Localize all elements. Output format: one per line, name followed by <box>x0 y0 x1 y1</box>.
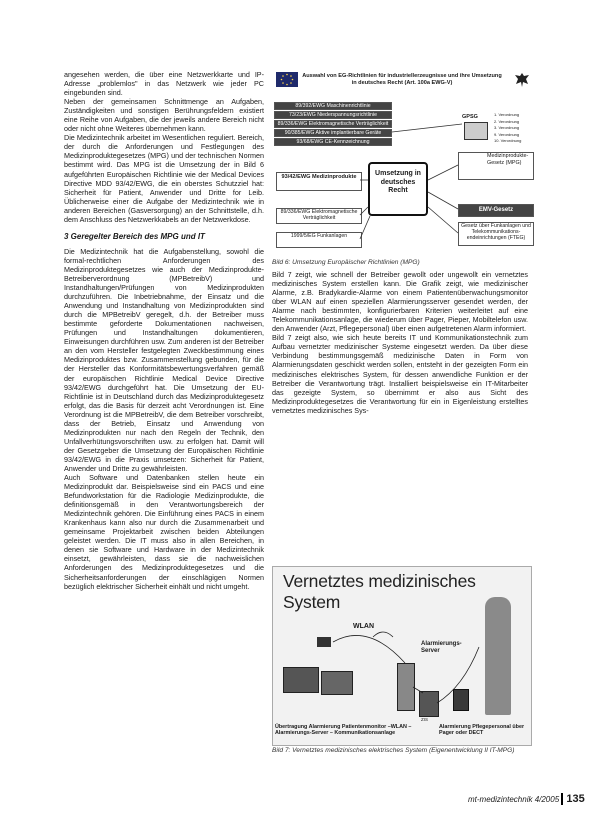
list-item: 3. Verordnung <box>494 125 520 130</box>
gpsg-group <box>462 112 532 152</box>
patient-monitor-icon <box>321 671 353 695</box>
server-label: Alarmierungs-Server <box>421 641 462 654</box>
fteg-box: Gesetz über Funkanlagen und Telekommunikations-endeinrichtungen (FTEG) <box>458 222 534 246</box>
list-item: 10. Verordnung <box>494 138 522 143</box>
emv-directive-box: 89/336/EWG Elektromagnetische Verträglichkeit <box>276 208 362 224</box>
access-point-icon <box>317 637 331 647</box>
gpsg-items <box>494 112 521 145</box>
page-number: 135 <box>561 793 584 805</box>
pager-icon <box>453 689 469 711</box>
telephone-system-icon <box>419 691 439 717</box>
paragraph: Neben der gemeinsamen Schnittmenge an Aufgaben, Zuständigkeiten und sonstigen Berührungsfeldern existiert eine Reihe von Aufgaben, die der jeweils andere Bereich nicht oder nicht ohne Weiteres übernehmen kann. <box>64 97 264 134</box>
figure-7-title: Vernetztes medizinisches System <box>283 571 476 612</box>
paragraph: Bild 7 zeigt, wie schnell der Betreiber gewollt oder ungewollt ein vernetztes medizinisches System erstellen kann. Die Grafik zeigt, wie medizinischer Alarme, z.B. Bradykardie-Alarme von einem Patientenüberwachungsmonitor über WLAN auf einen speziellen Alarmierungsserver gesendet werden, der Alarme nach bestimmten, konfigurierbaren Kriterien weiterleitet auf eine Telekommunikationsanlage, die wiederum über Pager, Pieper, Mobiltelefon usw. den Anwender (Arzt, Pflegepersonal) über einen aufgetretenen Alarm informiert. <box>272 270 528 334</box>
eagle-emblem-icon <box>514 72 530 88</box>
directives-list <box>274 102 392 146</box>
list-item: 2. Verordnung <box>494 118 520 124</box>
paragraph: Die Medizintechnik hat die Aufgabenstellung, sowohl die formal-rechtlichen Anforderungen des Medizinproduktegesetzes wie auch der Medizinprodukte-Betreiberverordnung (MPBetreibV) und Instandhaltungen/Prüfungen von Medizinprodukten durchzuführen. Die Inbetriebnahme, der Einsatz und die Anwendung und Instandhaltung von Medizinprodukten sind durch die MPBetreibV geregelt, d.h. der Betreiber muss bestimmte geforderte Dokumentationen nachweisen, Prüfungen und Instandhaltungen dokumentieren, Einweisungen durchführen usw. Zum anderen ist der Betreiber an den vom Hersteller festgelegten Zweckbestimmung eines Medizinproduktes bzw. Zusammenstellung gebunden, für die der Hersteller das Konformitätsbewertungsverfahren gemäß der europäischen Richtlinie Medical Device Directive 93/42/EWG durchgeführt hat. Die Umsetzung der EU-Richtlinie ist in Deutschland durch das Medizinproduktegesetz erfolgt, das die Basis für derzeit acht Verordnungen ist. Eine Verordnung ist die MPBetreibV, die dem Betreiber vorschreibt, dass der Betrieb, Einsatz und Anwendung von Medizinprodukten nur nach den Regeln der Technik, den Unfallverhütungsvorschriften usw. zu erfolgen hat. Damit will der Gesetzgeber die Umsetzung der Europäischen Richtlinie 93/42/EWG in die Praxis umsetzen: Sicherheit für Patient, Anwender und Dritte zu gewährleisten. <box>64 246 264 473</box>
emvg-box: EMV-Gesetz <box>458 204 534 217</box>
umsetzung-box: Umsetzung in deutsches Recht <box>368 162 428 216</box>
figure-6-caption: Bild 6: Umsetzung Europäischer Richtlinien (MPG) <box>272 259 420 266</box>
list-item: 73/23/EWG Niederspannungsrichtlinie <box>274 111 392 119</box>
ccu-label: ZIS <box>421 717 429 722</box>
computer-icon <box>464 122 488 140</box>
list-item: 89/392/EWG Maschinenrichtlinie <box>274 102 392 110</box>
list-item: 93/68/EWG CE-Kennzeichnung <box>274 138 392 146</box>
patient-monitor-icon <box>283 667 319 693</box>
paragraph: Bild 7 zeigt also, wie sich heute bereits IT und Kommunikationstechnik zum Aufbau vernetzter medizinischer Systeme eingesetzt werden. Da über diese Verbindung bestimmungsgemäß medizinische Daten in Form von Alarmierungsdaten geschickt werden sollen, entsteht in der gezeigten Form ein medizinisches elektrisches System, für dessen anwendliche Funktion er der Betreiber die Verantwortung trägt. Installiert beispielsweise ein IT-Mitarbeiter das gezeigte System, so übernimmt er also aus Sicht des Medizinproduktegesetzes die Verantwortung für ein in Eigenleistung erstelltes vernetztes medizinisches Sys- <box>272 333 528 415</box>
server-icon <box>397 663 415 711</box>
paragraph: Die Medizintechnik arbeitet im Wesentlichen reguliert. Bereich, der durch die Anforderungen und Festlegungen des Medizinproduktegesetzes (MPG) und der technischen Normen bestimmt wird. Das MPG ist die Umsetzung der in Bild 6 aufgeführten Europäischen Richtlinie wie der Medical Devices Directive MDD 93/42/EWG, die ein oberstes Schutzziel hat: Sicherheit für Patient, Anwender und Dritte for Leib. Üblicherweise einer die Aufgabe der Medizintechnik wie in anderen Bereichen (Gasversorgung) an der Schnittstelle, d.h. dem Anschluss des Netzwerkkabels an der Netzwerkdose. <box>64 133 264 224</box>
right-caption: Alarmierung Pflegepersonal über Pager oder DECT <box>439 724 525 737</box>
journal-name: mt-medizintechnik 4/2005 <box>468 795 560 804</box>
figure-7-caption: Bild 7: Vernetztes medizinisches elektrisches System (Eigenentwicklung II IT-MPG) <box>272 747 515 754</box>
right-column <box>272 270 528 415</box>
mpg-label: Medizinprodukte-Gesetz (MPG) <box>487 153 529 166</box>
list-item: 9. Verordnung <box>494 131 520 137</box>
list-item: 90/385/EWG Aktive implantierbare Geräte <box>274 129 392 137</box>
gpsg-label: GPSG <box>462 114 478 120</box>
nurse-figure-icon <box>485 597 511 715</box>
left-column <box>64 70 264 591</box>
figure-7-diagram <box>272 566 532 746</box>
list-item: 89/336/EWG Elektromagnetische Verträglichkeit <box>274 120 392 128</box>
eu-flag-icon <box>276 72 298 87</box>
paragraph: angesehen werden, die über eine Netzwerkkarte und IP-Adresse „problemlos" in das Netzwerk wie jeder PC eingebunden sind. <box>64 70 264 98</box>
list-item: 1. Verordnung <box>494 112 520 117</box>
mdd-box: 93/42/EWG Medizinprodukte <box>276 172 362 191</box>
paragraph: Auch Software und Datenbanken stellen heute ein Medizinprodukt dar. Beispielsweise sind ein PACS und eine Befundworkstation für die Radiologie Medizinprodukte, die definitionsgemäß in den Verantwortungsbereich der Medizintechnik gehören. Die Einführung eines PACS in einem Krankenhaus kann also nur durch die Zusammenarbeit und gemeinsame Projektarbeit zwischen beiden Abteilungen geleistet werden. Die IT muss also in allen Bereichen, in denen sie Software und Hardware in der Medizintechnik einsetzt, gewährleisten, dass sie die nachweislichen Anforderungen des Medizinproduktegesetzes und die Sicherheitsanforderungen der einschlägigen Normen bezüglich elektrischer Sicherheit einhält und nicht umgeht. <box>64 473 264 591</box>
figure-6-diagram <box>272 72 534 254</box>
mpg-box <box>458 152 534 180</box>
page-footer <box>468 793 585 805</box>
left-caption: Übertragung Alarmierung Patientenmonitor –WLAN – Alarmierungs-Server – Kommunikationsanlage <box>275 724 412 737</box>
directives-header: Auswahl von EG-Richtlinien für industriellerzeugnisse und ihre Umsetzung in deutsches Recht (Art. 100a EWG-V) <box>302 73 502 86</box>
section-heading: 3 Geregelter Bereich des MPG und IT <box>64 231 205 241</box>
wlan-label: WLAN <box>353 623 374 630</box>
rtte-directive-box: 1999/5/EG Funkanlagen <box>276 232 362 248</box>
